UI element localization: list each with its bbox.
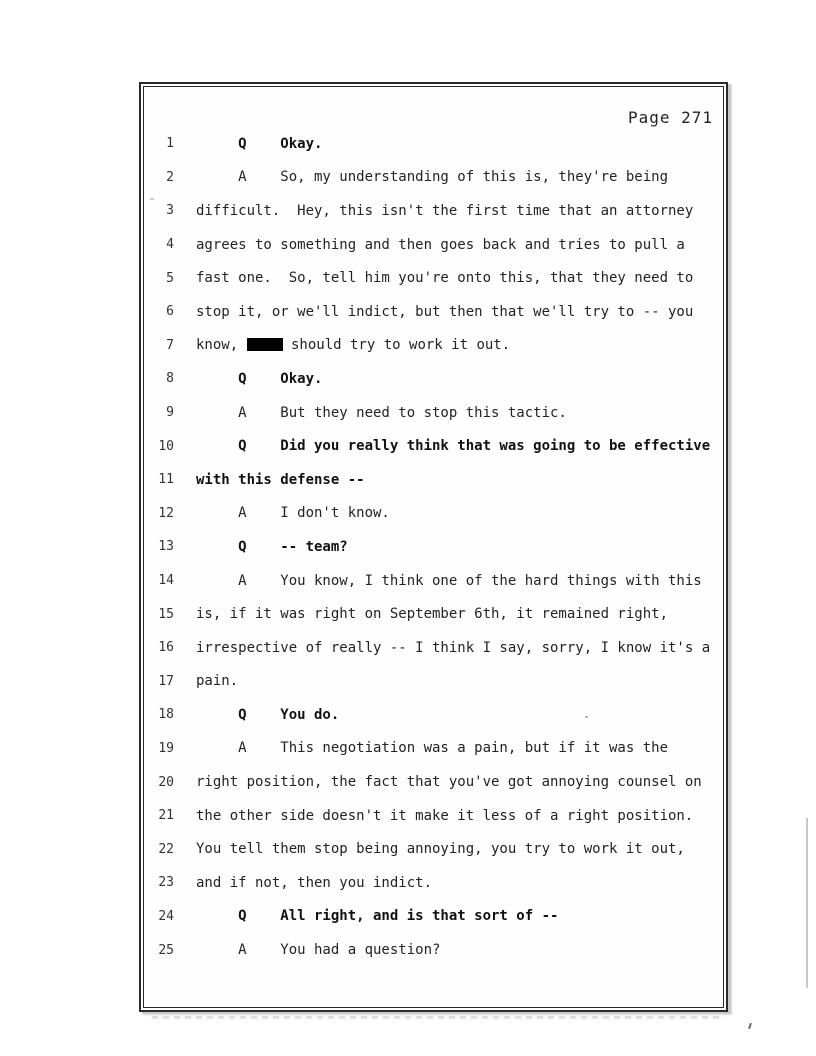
transcript-line	[144, 228, 723, 262]
line-number: 10	[158, 438, 174, 454]
line-number: 16	[158, 640, 174, 656]
transcript-line	[144, 832, 723, 866]
line-text: You tell them stop being annoying, you try to work it out,	[196, 841, 685, 858]
scan-artifact-vertical-line	[806, 818, 808, 988]
transcript-line	[144, 396, 723, 430]
line-number: 18	[158, 707, 174, 723]
line-number: 4	[166, 237, 174, 253]
transcript-line	[144, 429, 723, 463]
line-number: 15	[158, 606, 174, 622]
line-text: Q All right, and is that sort of --	[196, 908, 559, 925]
scan-artifact-dot	[585, 716, 588, 718]
line-text: Q Okay.	[196, 370, 323, 387]
transcript-line	[144, 765, 723, 799]
transcript-line	[144, 665, 723, 699]
transcript-line	[144, 698, 723, 732]
line-number: 13	[158, 539, 174, 555]
line-number: 20	[158, 774, 174, 790]
transcript-line	[144, 161, 723, 195]
transcript-page-inner-border	[143, 86, 724, 1008]
transcript-line	[144, 295, 723, 329]
transcript-line	[144, 799, 723, 833]
transcript-line	[144, 866, 723, 900]
redaction-box	[247, 338, 283, 351]
line-number: 2	[166, 169, 174, 185]
line-number: 17	[158, 673, 174, 689]
line-text: the other side doesn't it make it less of a right position.	[196, 807, 694, 824]
transcript-page	[139, 82, 728, 1012]
line-text: Q -- team?	[196, 538, 348, 555]
line-text: A I don't know.	[196, 505, 390, 522]
line-number: 9	[166, 405, 174, 421]
line-number: 14	[158, 573, 174, 589]
transcript-line	[144, 261, 723, 295]
line-number: 12	[158, 505, 174, 521]
line-text: is, if it was right on September 6th, it remained right,	[196, 606, 669, 623]
transcript-lines	[144, 127, 723, 967]
transcript-line	[144, 933, 723, 967]
line-number: 3	[166, 203, 174, 219]
transcript-line	[144, 497, 723, 531]
line-number: 23	[158, 875, 174, 891]
line-number: 1	[166, 136, 174, 152]
transcript-line	[144, 900, 723, 934]
line-number: 19	[158, 740, 174, 756]
transcript-line	[144, 564, 723, 598]
transcript-line	[144, 597, 723, 631]
line-number: 25	[158, 942, 174, 958]
scan-artifact-tick-mark	[748, 1023, 752, 1029]
transcript-line	[144, 127, 723, 161]
line-text: with this defense --	[196, 471, 365, 488]
line-number: 11	[158, 472, 174, 488]
line-text: Q Did you really think that was going to be effective	[196, 438, 711, 455]
line-text: and if not, then you indict.	[196, 874, 433, 891]
line-text: irrespective of really -- I think I say, sorry, I know it's a	[196, 639, 711, 656]
page-number: Page 271	[627, 108, 713, 127]
transcript-line	[144, 463, 723, 497]
transcript-line	[144, 194, 723, 228]
line-text: A You had a question?	[196, 942, 441, 959]
line-text: agrees to something and then goes back and tries to pull a	[196, 236, 685, 253]
line-text: A But they need to stop this tactic.	[196, 404, 567, 421]
line-number: 5	[166, 270, 174, 286]
line-text: difficult. Hey, this isn't the first time that an attorney	[196, 202, 694, 219]
line-number: 6	[166, 304, 174, 320]
transcript-line	[144, 530, 723, 564]
line-number: 21	[158, 808, 174, 824]
transcript-line	[144, 329, 723, 363]
line-text: know, should try to work it out.	[196, 337, 511, 354]
transcript-line	[144, 362, 723, 396]
scan-artifact-bottom-shadow	[152, 1016, 724, 1019]
line-number: 22	[158, 841, 174, 857]
line-text: Q You do.	[196, 706, 340, 723]
line-text: Q Okay.	[196, 135, 323, 152]
line-text: right position, the fact that you've got annoying counsel on	[196, 774, 702, 791]
scan-artifact-speck	[150, 198, 154, 200]
line-number: 8	[166, 371, 174, 387]
line-text: fast one. So, tell him you're onto this, that they need to	[196, 270, 694, 287]
line-text: A This negotiation was a pain, but if it was the	[196, 740, 669, 757]
line-text: A So, my understanding of this is, they're being	[196, 169, 669, 186]
line-text: pain.	[196, 673, 239, 690]
line-number: 7	[166, 337, 174, 353]
line-text: A You know, I think one of the hard things with this	[196, 572, 702, 589]
transcript-line	[144, 631, 723, 665]
transcript-line	[144, 732, 723, 766]
line-text: stop it, or we'll indict, but then that we'll try to -- you	[196, 303, 694, 320]
line-number: 24	[158, 908, 174, 924]
